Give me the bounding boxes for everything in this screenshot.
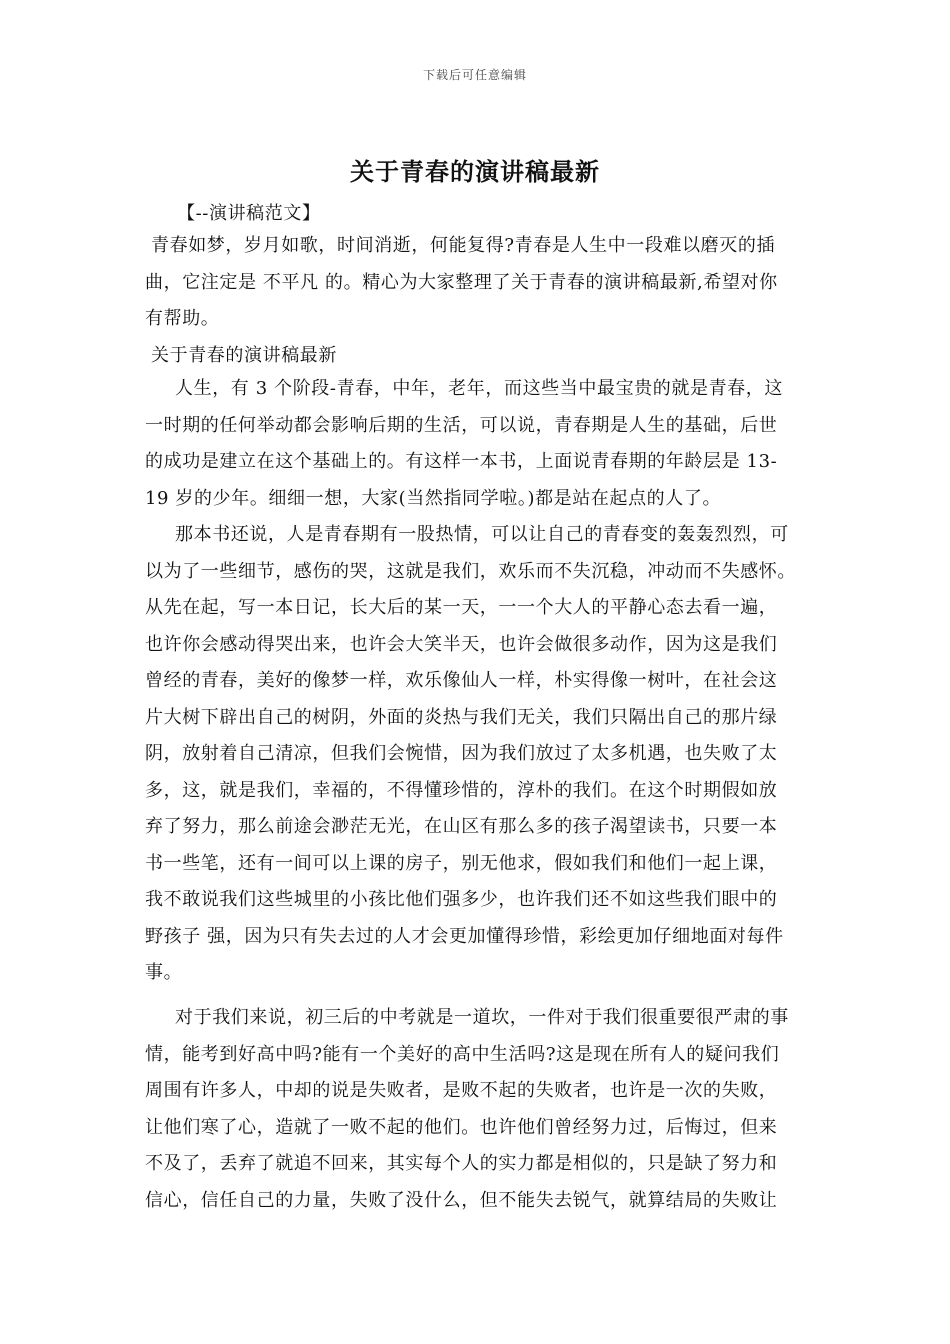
- text-line: 曲，它注定是 不平凡 的。精心为大家整理了关于青春的演讲稿最新,希望对你: [145, 271, 778, 293]
- text-line: 弃了努力，那么前途会渺茫无光，在山区有那么多的孩子渴望读书，只要一本: [145, 816, 778, 837]
- sub-heading: 关于青春的演讲稿最新: [151, 345, 337, 366]
- text-line: 阴，放射着自己清凉，但我们会惋惜，因为我们放过了太多机遇，也失败了太: [145, 743, 778, 764]
- text-line: 周围有许多人，中却的说是失败者，是败不起的失败者，也许是一次的失败，: [145, 1080, 778, 1101]
- text-line: 也许你会感动得哭出来，也许会大笑半天，也许会做很多动作，因为这是我们: [145, 633, 778, 655]
- paragraph-2: [145, 517, 810, 992]
- text-line: 情，能考到好高中吗?能有一个美好的高中生活吗?这是现在所有人的疑问我们: [145, 1043, 780, 1065]
- text-line: 一时期的任何举动都会影响后期的生活，可以说，青春期是人生的基础，后世: [145, 414, 778, 436]
- text-line: 那本书还说，人是青春期有一股热情，可以让自己的青春变的轰轰烈烈，可: [175, 524, 789, 545]
- intro-paragraph: [145, 228, 810, 338]
- text-line: 人生，有 3 个阶段-青春，中年，老年，而这些当中最宝贵的就是青春，这: [175, 378, 783, 399]
- text-line: 曾经的青春，美好的像梦一样，欢乐像仙人一样，朴实得像一树叶，在社会这: [145, 670, 778, 691]
- text-line: 对于我们来说，初三后的中考就是一道坎，一件对于我们很重要很严肃的事: [175, 1007, 789, 1028]
- header-note: 下载后可任意编辑: [422, 68, 527, 82]
- text-line: 青春如梦，岁月如歌，时间消逝，何能复得?青春是人生中一段难以磨灭的插: [151, 235, 776, 256]
- text-line: 让他们寒了心，造就了一败不起的他们。也许他们曾经努力过，后悔过，但来: [145, 1116, 778, 1138]
- text-line: 事。: [145, 962, 183, 983]
- text-line: 以为了一些细节，感伤的哭，这就是我们，欢乐而不失沉稳，冲动而不失感怀。: [145, 560, 796, 582]
- text-line: 不及了，丢弃了就追不回来，其实每个人的实力都是相似的，只是缺了努力和: [145, 1153, 778, 1174]
- text-line: 野孩子 强，因为只有失去过的人才会更加懂得珍惜，彩绘更加仔细地面对每件: [145, 925, 784, 947]
- text-line: 片大树下辟出自己的树阴，外面的炎热与我们无关，我们只隔出自己的那片绿: [145, 706, 778, 728]
- text-line: 19 岁的少年。细细一想，大家(当然指同学啦。)都是站在起点的人了。: [145, 487, 722, 509]
- text-line: 我不敢说我们这些城里的小孩比他们强多少，也许我们还不如这些我们眼中的: [145, 889, 778, 910]
- paragraph-3: [145, 1000, 810, 1219]
- document-title: 关于青春的演讲稿最新: [350, 157, 600, 186]
- text-line: 有帮助。: [145, 308, 220, 329]
- text-line: 信心，信任自己的力量，失败了没什么，但不能失去锐气，就算结局的失败让: [145, 1189, 778, 1211]
- text-line: 多，这，就是我们，幸福的，不得懂珍惜的，淳朴的我们。在这个时期假如放: [145, 779, 778, 801]
- paragraph-1: [145, 371, 810, 517]
- text-line: 从先在起，写一本日记，长大后的某一天，一一个大人的平静心态去看一遍，: [145, 597, 778, 618]
- section-label: 【--演讲稿范文】: [177, 203, 321, 224]
- text-line: 书一些笔，还有一间可以上课的房子，别无他求，假如我们和他们一起上课，: [145, 852, 778, 874]
- sub-heading-block: [145, 338, 810, 375]
- text-line: 的成功是建立在这个基础上的。有这样一本书，上面说青春期的年龄层是 13-: [145, 451, 778, 472]
